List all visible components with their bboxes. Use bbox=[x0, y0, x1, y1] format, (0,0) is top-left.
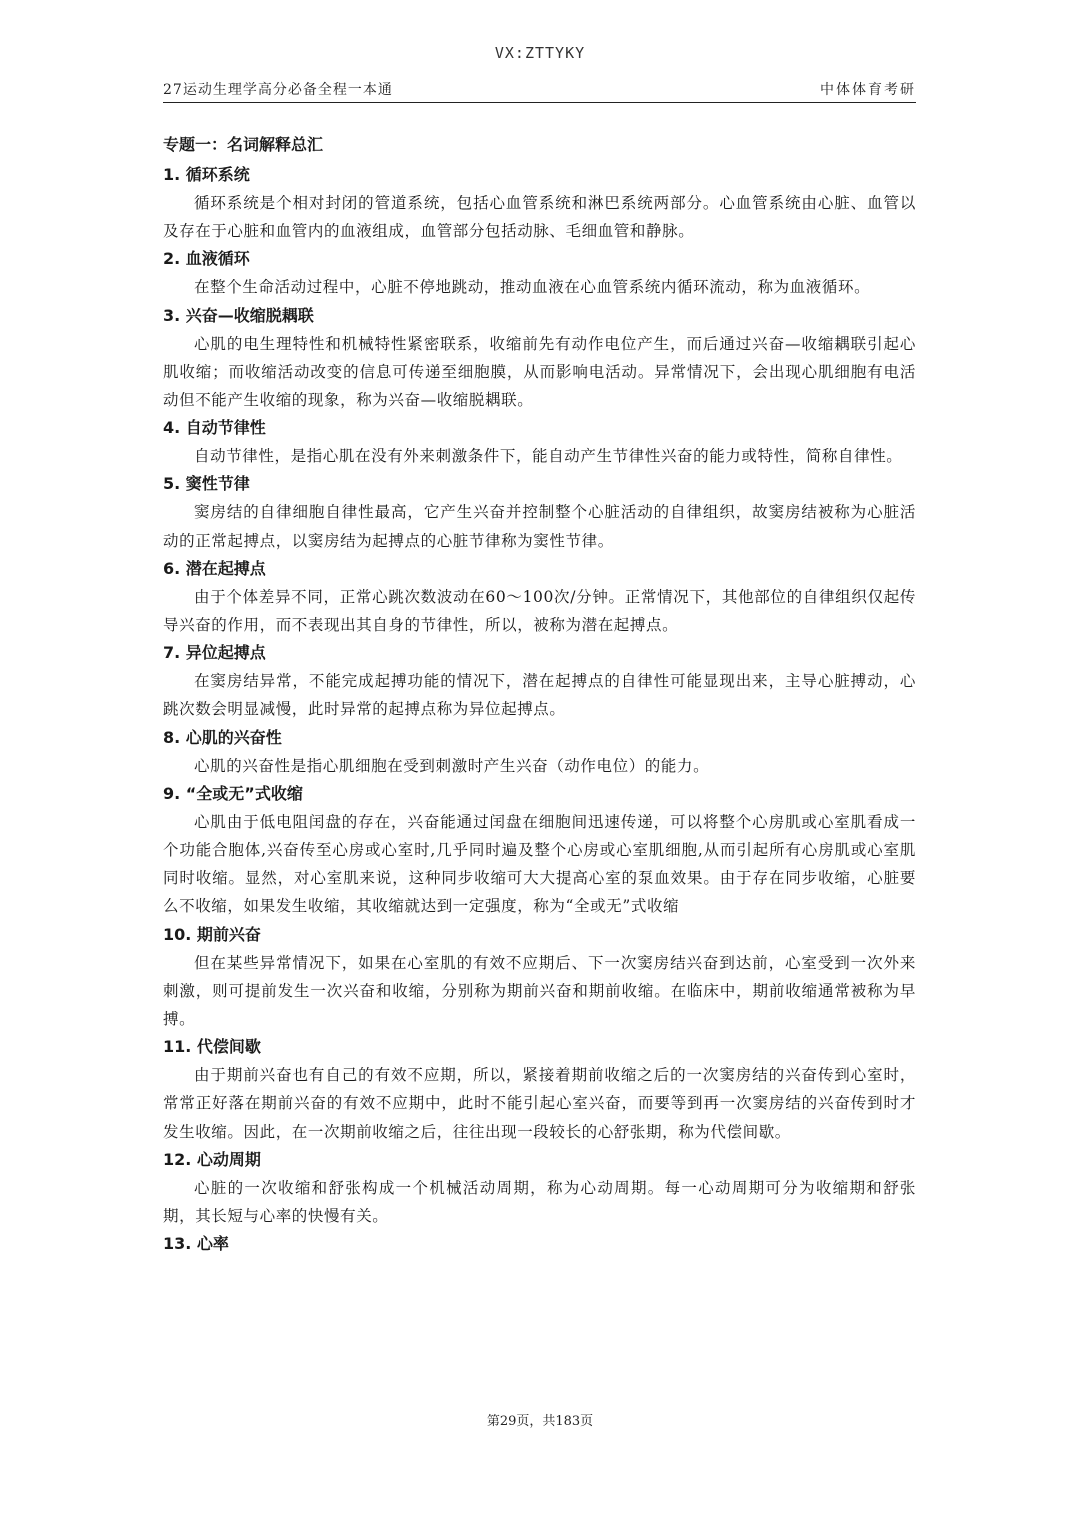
term-definition: 窦房结的自律细胞自律性最高，它产生兴奋并控制整个心脏活动的自律组织，故窦房结被称为心脏活动的正常起搏点，以窦房结为起搏点的心脏节律称为窦性节律。 bbox=[163, 503, 916, 550]
term-definition: 但在某些异常情况下，如果在心室肌的有效不应期后、下一次窦房结兴奋到达前，心室受到一次外来刺激，则可提前发生一次兴奋和收缩，分别称为期前兴奋和期前收缩。在临床中，期前收缩通常被称为早搏。 bbox=[163, 953, 916, 1029]
header-publisher: 中体体育考研 bbox=[820, 82, 916, 98]
term-entry bbox=[163, 724, 916, 780]
term-entry bbox=[163, 639, 916, 723]
term-entry bbox=[163, 414, 916, 470]
term-entry bbox=[163, 161, 916, 245]
term-definition: 自动节律性，是指心肌在没有外来刺激条件下，能自动产生节律性兴奋的能力或特性，简称自律性。 bbox=[194, 447, 903, 466]
term-title: 10. 期前兴奋 bbox=[163, 924, 261, 944]
term-entry bbox=[163, 245, 916, 301]
term-definition: 心肌的电生理特性和机械特性紧密联系，收缩前先有动作电位产生，而后通过兴奋—收缩耦联引起心肌收缩；而收缩活动改变的信息可传递至细胞膜，从而影响电活动。异常情况下，会出现心肌细胞有电活动但不能产生收缩的现象，称为兴奋—收缩脱耦联。 bbox=[163, 334, 916, 410]
term-entry bbox=[163, 1033, 916, 1146]
header-book-title: 27运动生理学高分必备全程一本通 bbox=[163, 82, 393, 98]
page-content bbox=[163, 131, 916, 1258]
section-title: 专题一：名词解释总汇 bbox=[163, 135, 324, 154]
term-definition: 由于个体差异不同，正常心跳次数波动在60～100次/分钟。正常情况下，其他部位的自律组织仅起传导兴奋的作用，而不表现出其自身的节律性，所以，被称为潜在起搏点。 bbox=[163, 587, 916, 635]
term-title: 12. 心动周期 bbox=[163, 1149, 261, 1169]
term-definition: 在窦房结异常，不能完成起搏功能的情况下，潜在起搏点的自律性可能显现出来，主导心脏搏动，心跳次数会明显减慢，此时异常的起搏点称为异位起搏点。 bbox=[163, 672, 916, 719]
page-footer: 第29页，共183页 bbox=[486, 1414, 594, 1429]
term-entry bbox=[163, 1230, 916, 1258]
term-entry bbox=[163, 470, 916, 554]
term-title: 1. 循环系统 bbox=[163, 165, 250, 184]
term-title: 5. 窦性节律 bbox=[163, 474, 250, 494]
term-entry bbox=[163, 555, 916, 639]
term-list bbox=[163, 161, 916, 1258]
watermark: VX:ZTTYKY bbox=[494, 44, 586, 62]
term-definition: 循环系统是个相对封闭的管道系统，包括心血管系统和淋巴系统两部分。心血管系统由心脏、血管以及存在于心脏和血管内的血液组成，血管部分包括动脉、毛细血管和静脉。 bbox=[163, 194, 916, 241]
term-definition: 心肌由于低电阻闰盘的存在，兴奋能通过闰盘在细胞间迅速传递，可以将整个心房肌或心室肌看成一个功能合胞体,兴奋传至心房或心室时,几乎同时遍及整个心房或心室肌细胞,从而引起所有心房肌或心室肌同时收缩。显然，对心室肌来说，这种同步收缩可大大提高心室的泵血效果。由于存在同步收缩，心脏要么不收缩，如果发生收缩，其收缩就达到一定强度，称为“全或无”式收缩 bbox=[163, 812, 916, 916]
term-title: 3. 兴奋—收缩脱耦联 bbox=[163, 305, 314, 325]
term-title: 9. “全或无”式收缩 bbox=[163, 783, 303, 803]
term-definition: 心脏的一次收缩和舒张构成一个机械活动周期，称为心动周期。每一心动周期可分为收缩期和舒张期，其长短与心率的快慢有关。 bbox=[163, 1178, 916, 1226]
term-title: 8. 心肌的兴奋性 bbox=[163, 727, 282, 747]
term-title: 4. 自动节律性 bbox=[163, 418, 266, 438]
term-title: 13. 心率 bbox=[163, 1234, 229, 1254]
term-entry bbox=[163, 302, 916, 415]
term-title: 6. 潜在起搏点 bbox=[163, 558, 266, 578]
term-definition: 由于期前兴奋也有自己的有效不应期，所以，紧接着期前收缩之后的一次窦房结的兴奋传到心室时，常常正好落在期前兴奋的有效不应期中，此时不能引起心室兴奋，而要等到再一次窦房结的兴奋传到时才发生收缩。因此，在一次期前收缩之后，往往出现一段较长的心舒张期，称为代偿间歇。 bbox=[163, 1066, 916, 1141]
term-entry bbox=[163, 780, 916, 921]
page-header bbox=[163, 76, 916, 103]
term-title: 7. 异位起搏点 bbox=[163, 643, 266, 663]
term-title: 2. 血液循环 bbox=[163, 249, 250, 269]
term-definition: 在整个生命活动过程中，心脏不停地跳动，推动血液在心血管系统内循环流动，称为血液循环。 bbox=[194, 278, 871, 297]
term-entry bbox=[163, 1146, 916, 1230]
term-entry bbox=[163, 921, 916, 1034]
term-definition: 心肌的兴奋性是指心肌细胞在受到刺激时产生兴奋（动作电位）的能力。 bbox=[194, 756, 710, 775]
term-title: 11. 代偿间歇 bbox=[163, 1037, 261, 1057]
